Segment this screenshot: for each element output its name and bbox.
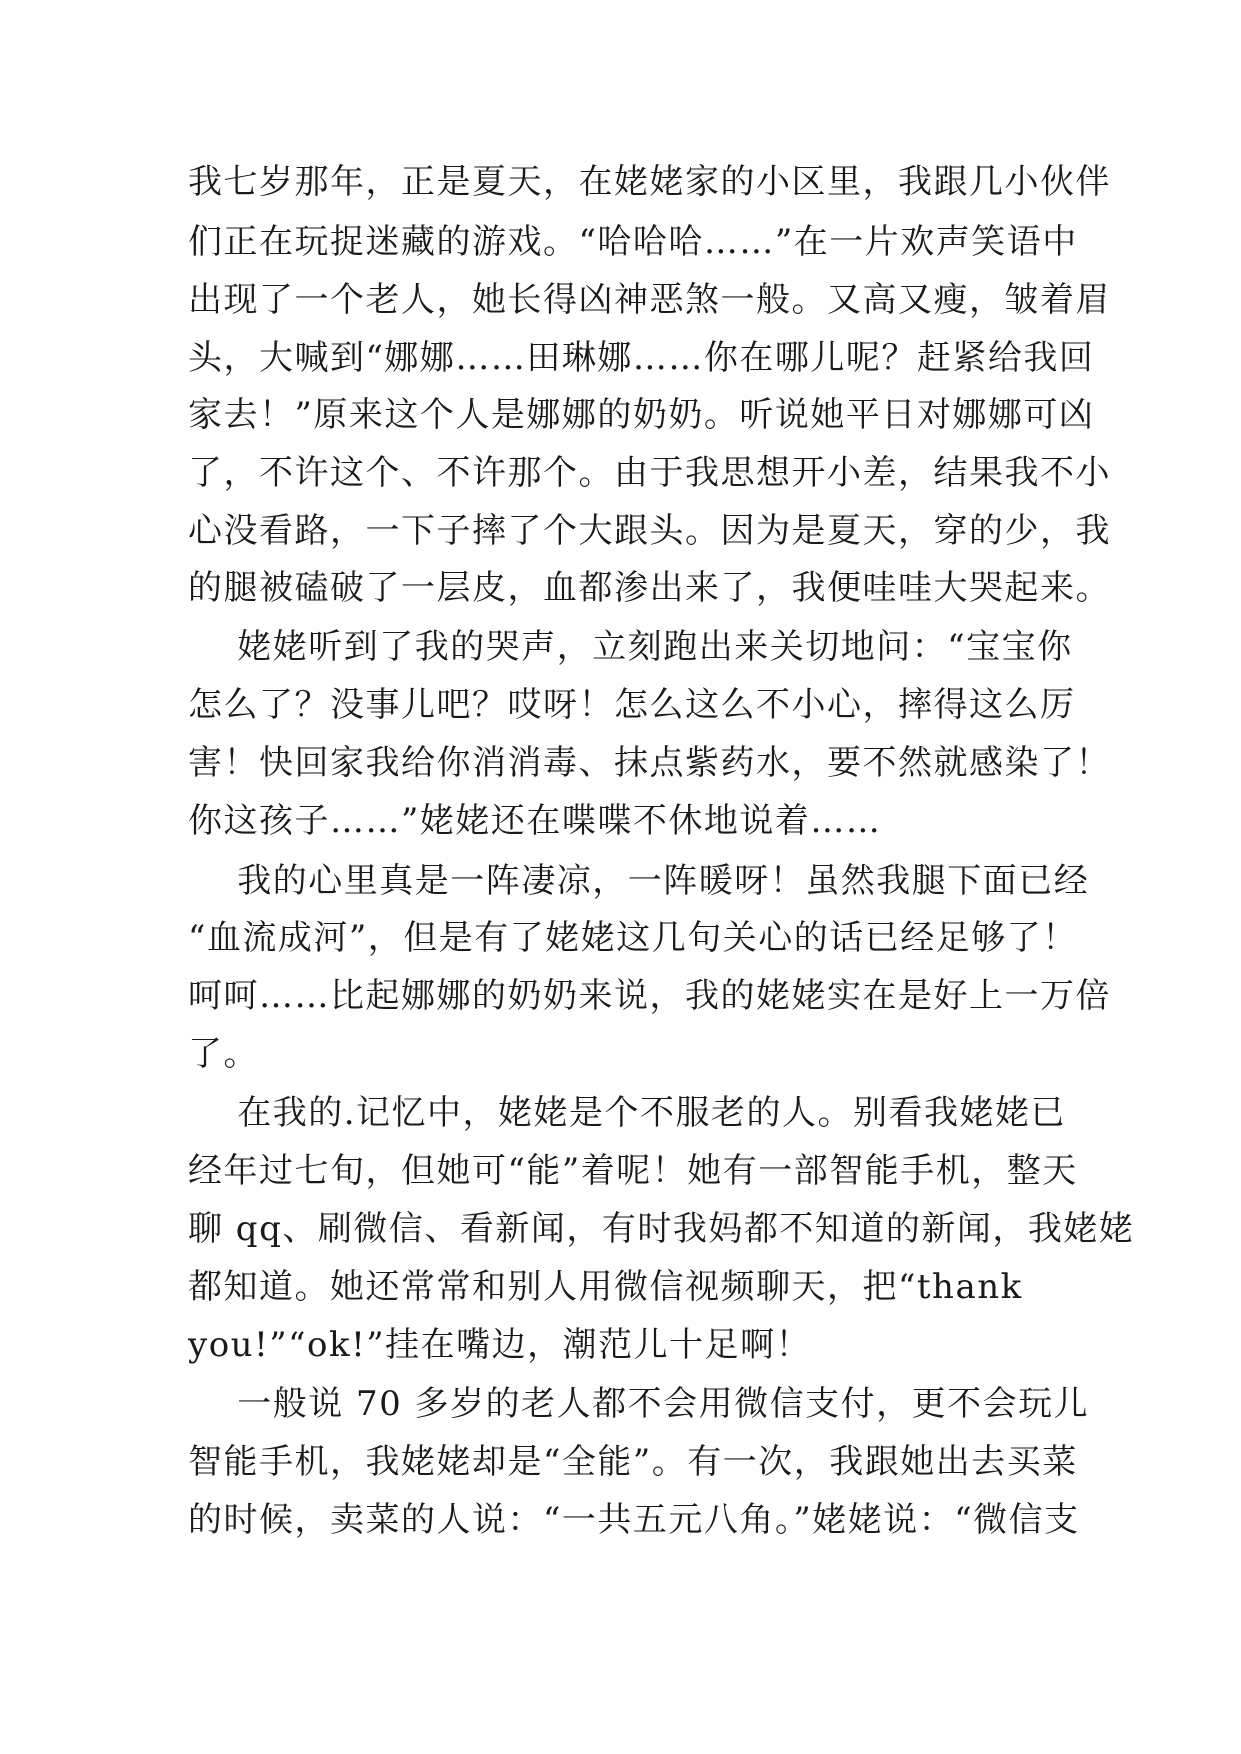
text-line: 一般说 70 多岁的老人都不会用微信支付，更不会玩儿 — [188, 1384, 1090, 1424]
text-line: 我的心里真是一阵凄凉，一阵暖呀！虽然我腿下面已经 — [188, 861, 1090, 901]
text-line: 智能手机，我姥姥却是“全能”。有一次，我跟她出去买菜 — [188, 1442, 1078, 1482]
text-line: 聊 qq、刷微信、看新闻，有时我妈都不知道的新闻，我姥姥 — [188, 1209, 1135, 1249]
text-line: 出现了一个老人，她长得凶神恶煞一般。又高又瘦，皱着眉 — [188, 280, 1111, 320]
text-line: 头，大喊到“娜娜……田琳娜……你在哪儿呢？赶紧给我回 — [188, 338, 1095, 378]
text-line: 怎么了？没事儿吧？哎呀！怎么这么不小心，摔得这么厉 — [188, 685, 1076, 725]
text-line: 经年过七旬，但她可“能”着呢！她有一部智能手机，整天 — [188, 1151, 1078, 1191]
text-line: 我七岁那年，正是夏天，在姥姥家的小区里，我跟几小伙伴 — [188, 162, 1111, 202]
text-line: 你这孩子……”姥姥还在喋喋不休地说着…… — [188, 801, 882, 841]
text-line: 了，不许这个、不许那个。由于我思想开小差，结果我不小 — [188, 453, 1111, 493]
text-line: 心没看路，一下子摔了个大跟头。因为是夏天，穿的少，我 — [188, 511, 1111, 551]
text-line: 的腿被磕破了一层皮，血都渗出来了，我便哇哇大哭起来。 — [188, 568, 1111, 608]
text-line: 都知道。她还常常和别人用微信视频聊天，把“thank — [188, 1267, 1023, 1307]
text-line: 害！快回家我给你消消毒、抹点紫药水，要不然就感染了！ — [188, 743, 1111, 783]
text-line: 家去！”原来这个人是娜娜的奶奶。听说她平日对娜娜可凶 — [188, 395, 1095, 435]
text-line: 了。 — [188, 1034, 259, 1074]
text-line: 呵呵……比起娜娜的奶奶来说，我的姥姥实在是好上一万倍 — [188, 976, 1111, 1016]
text-line: 在我的.记忆中，姥姥是个不服老的人。别看我姥姥已 — [188, 1093, 1067, 1133]
text-line: 姥姥听到了我的哭声，立刻跑出来关切地问：“宝宝你 — [188, 627, 1073, 667]
text-line: 的时候，卖菜的人说：“一共五元八角。”姥姥说：“微信支 — [188, 1500, 1080, 1540]
text-line: you!”“ok!”挂在嘴边，潮范儿十足啊！ — [188, 1325, 812, 1365]
text-line: 们正在玩捉迷藏的游戏。“哈哈哈……”在一片欢声笑语中 — [188, 222, 1078, 262]
text-line: “血流成河”，但是有了姥姥这几句关心的话已经足够了！ — [188, 918, 1078, 958]
